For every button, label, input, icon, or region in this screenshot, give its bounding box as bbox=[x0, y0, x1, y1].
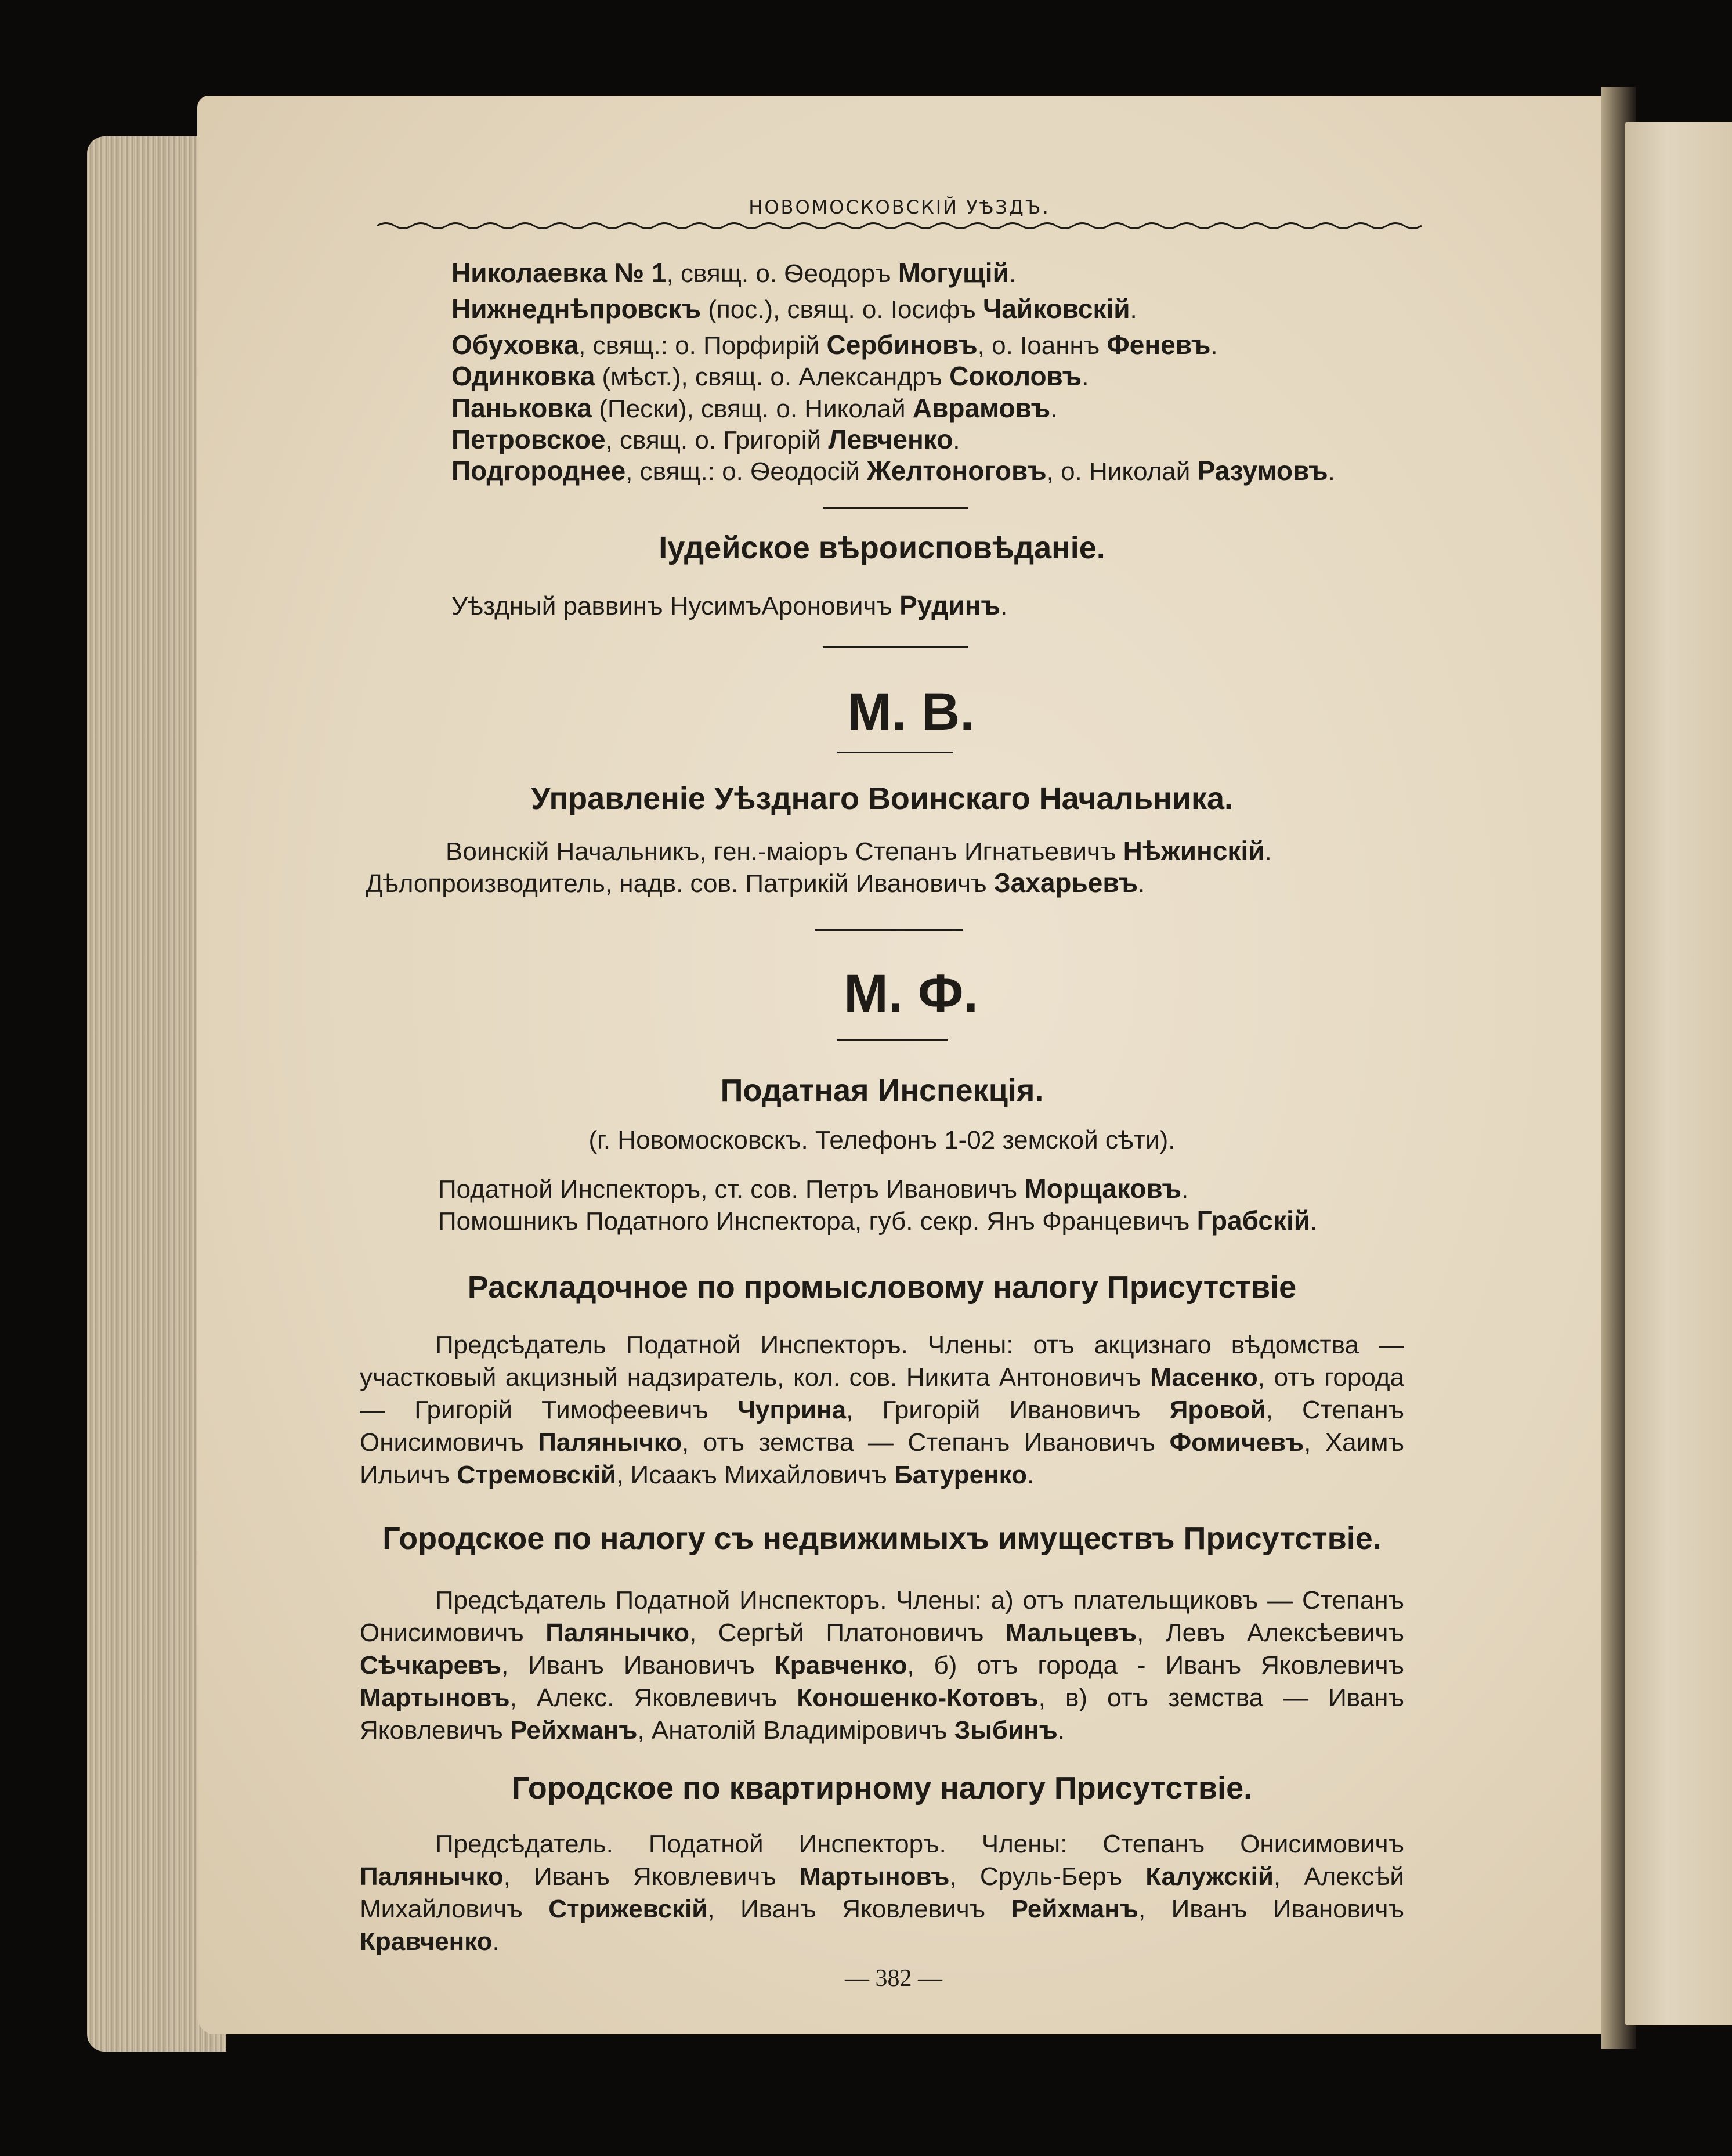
parish-line: Паньковка (Пески), свящ. о. Николай Аврамовъ. bbox=[451, 393, 1058, 423]
tax-office-address: (г. Новомосковскъ. Телефонъ 1-02 земской сѣти). bbox=[588, 1126, 1176, 1154]
parish-line: Николаевка № 1, свящ. о. Ѳеодоръ Могущій. bbox=[451, 258, 1017, 288]
parish-line: Нижнеднѣпровскъ (пос.), свящ. о. Іосифъ Чайковскій. bbox=[451, 294, 1137, 324]
running-head: НОВОМОСКОВСКІЙ УѢЗДЪ. bbox=[749, 196, 1050, 218]
section-heading-jewish: Іудейское вѣроисповѣданіе. bbox=[659, 530, 1105, 565]
department-code-mv: М. В. bbox=[847, 682, 975, 742]
section-divider bbox=[815, 929, 963, 931]
section-divider bbox=[837, 1039, 948, 1041]
parish-line: Одинковка (мѣст.), свящ. о. Александръ Соколовъ. bbox=[451, 361, 1089, 391]
parish-line: Петровское, свящ. о. Григорій Левченко. bbox=[451, 424, 960, 454]
parish-line: Подгороднее, свящ.: о. Ѳеодосій Желтоноговъ, о. Николай Разумовъ. bbox=[451, 456, 1335, 486]
property-tax-paragraph: Предсѣдатель Податной Инспекторъ. Члены: а) отъ плательщиковъ — Степанъ Онисимовичъ Палянычко, Сергѣй Платоновичъ Мальцевъ, Левъ Алексѣевичъ Сѣчкаревъ, Иванъ Ивановичъ Кравченко, б) отъ города - Иванъ Яковлевичъ Мартыновъ, Алекс. Яковлевичъ Коношенко-Котовъ, в) отъ земства — Иванъ Яковлевичъ Рейхманъ, Анатолій Владиміровичъ Зыбинъ. bbox=[360, 1586, 1405, 1745]
rabbi-line: Уѣздный раввинъ НусимъАроновичъ Рудинъ. bbox=[451, 590, 1008, 620]
section-heading-apartment-tax: Городское по квартирному налогу Присутствіе. bbox=[511, 1771, 1253, 1805]
parish-line: Обуховка, свящ.: о. Порфирій Сербиновъ, о. Іоаннъ Феневъ. bbox=[451, 330, 1218, 360]
header-wavy-rule bbox=[377, 219, 1422, 232]
page-number: — 382 — bbox=[845, 1965, 942, 1992]
military-clerk-line: Дѣлопроизводитель, надв. сов. Патрикій Ивановичъ Захарьевъ. bbox=[366, 868, 1145, 898]
apartment-tax-paragraph: Предсѣдатель. Податной Инспекторъ. Члены: Степанъ Онисимовичъ Палянычко, Иванъ Яковлевичъ Мартыновъ, Сруль-Беръ Калужскій, Алексѣй Михайловичъ Стрижевскій, Иванъ Яковлевичъ Рейхманъ, Иванъ Ивановичъ Кравченко. bbox=[360, 1830, 1404, 1956]
tax-assistant-line: Помошникъ Податного Инспектора, губ. секр. Янъ Францевичъ Грабскій. bbox=[438, 1205, 1318, 1236]
section-divider bbox=[823, 507, 968, 509]
section-heading-trade-tax: Раскладочное по промысловому налогу Присутствіе bbox=[467, 1270, 1297, 1305]
section-divider bbox=[837, 752, 953, 753]
section-heading-property-tax: Городское по налогу съ недвижимыхъ имуществъ Присутствіе. bbox=[382, 1521, 1382, 1556]
section-heading-tax-inspection: Податная Инспекція. bbox=[720, 1073, 1044, 1108]
military-commander-line: Воинскій Начальникъ, ген.-маіоръ Степанъ Игнатьевичъ Нѣжинскій. bbox=[446, 836, 1272, 866]
tax-inspector-line: Податной Инспекторъ, ст. сов. Петръ Ивановичъ Морщаковъ. bbox=[438, 1173, 1189, 1204]
section-heading-military: Управленіе Уѣзднаго Воинскаго Начальника. bbox=[530, 781, 1234, 816]
section-divider bbox=[823, 646, 968, 648]
department-code-mf: М. Ф. bbox=[844, 964, 978, 1023]
trade-tax-paragraph: Предсѣдатель Податной Инспекторъ. Члены: отъ акцизнаго вѣдомства — участковый акцизный надзиратель, кол. сов. Никита Антоновичъ Масенко, отъ города — Григорій Тимофеевичъ Чуприна, Григорій Ивановичъ Яровой, Степанъ Онисимовичъ Палянычко, отъ земства — Степанъ Ивановичъ Фомичевъ, Хаимъ Ильичъ Стремовскій, Исаакъ Михайловичъ Батуренко. bbox=[360, 1331, 1404, 1489]
